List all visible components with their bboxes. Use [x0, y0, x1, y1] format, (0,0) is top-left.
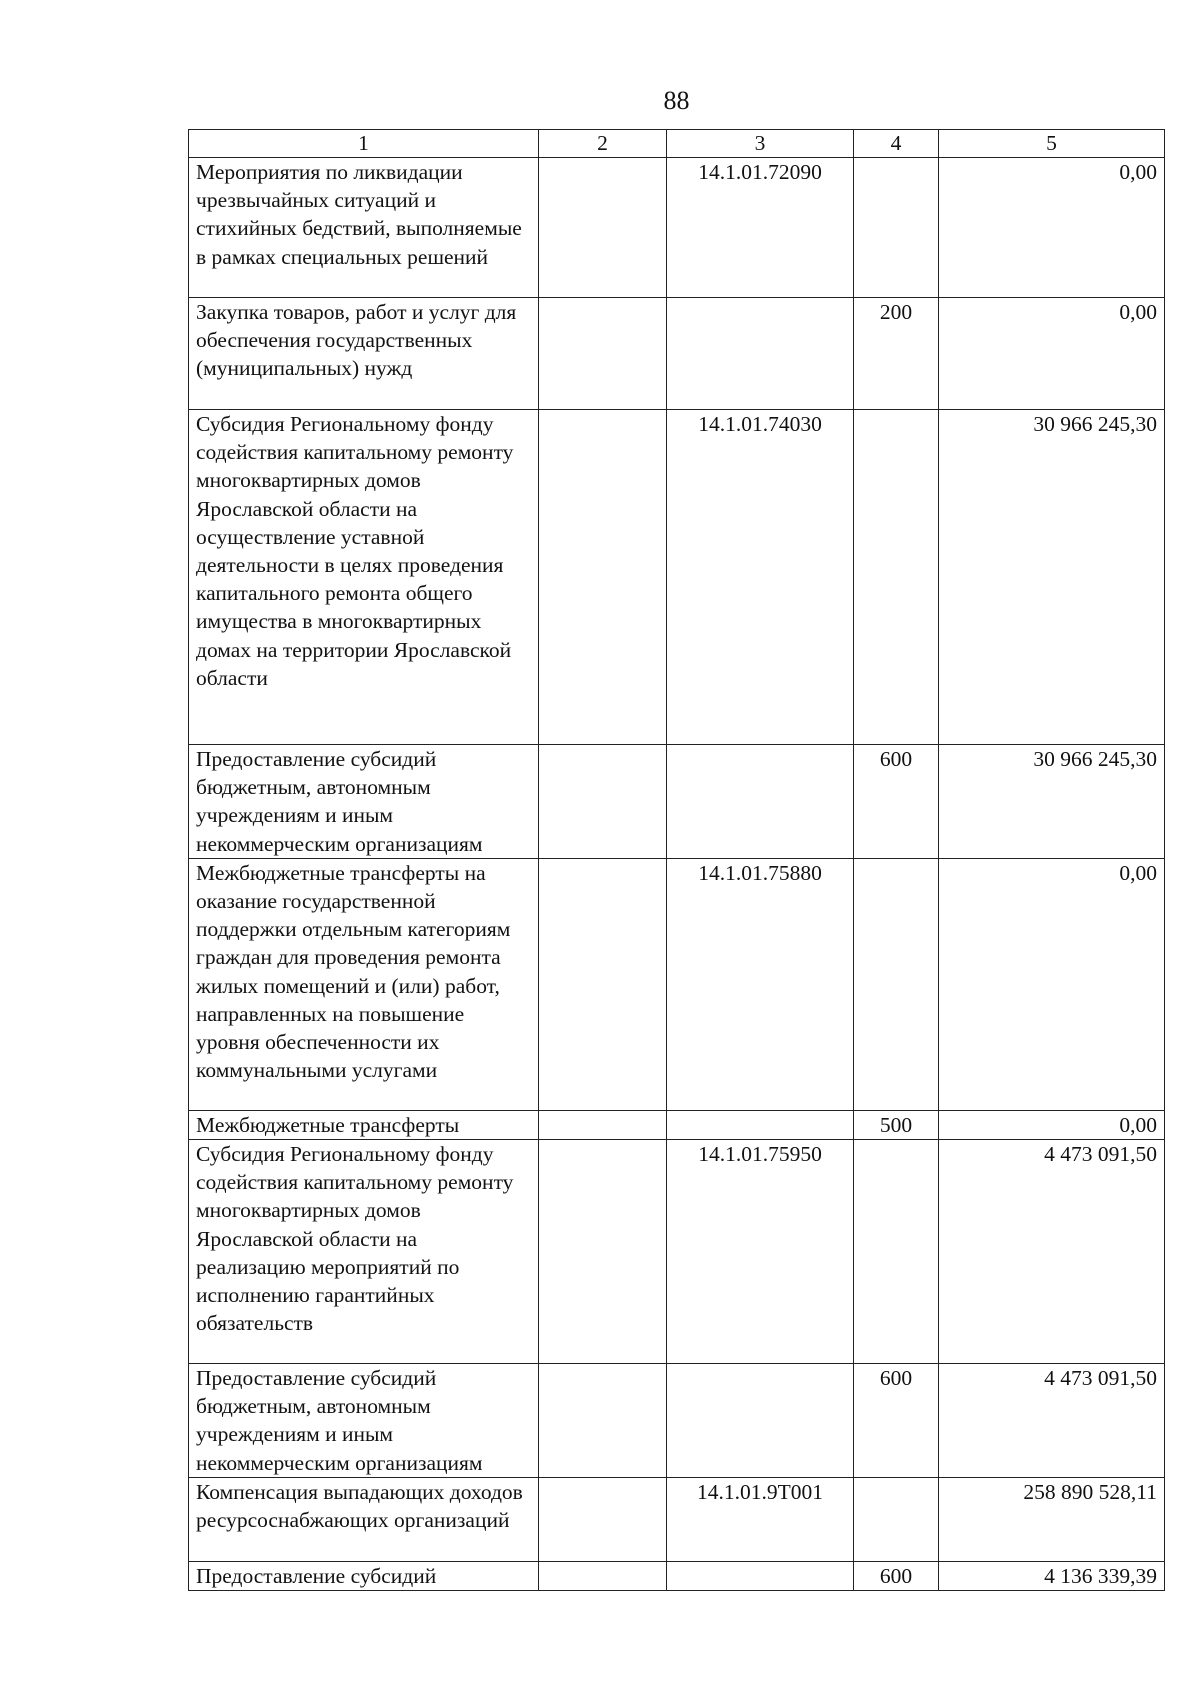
row-amount: 0,00 — [939, 1110, 1165, 1139]
row-amount: 4 473 091,50 — [939, 1364, 1165, 1478]
header-row — [189, 130, 1165, 158]
row-type: 600 — [854, 1364, 939, 1478]
row-code: 14.1.01.75880 — [667, 858, 854, 1110]
header-col-3: 3 — [667, 130, 854, 158]
table-row — [189, 298, 1165, 410]
row-name: Субсидия Региональному фонду содействия капитальному ремонту многоквартирных домов Ярославской области на реализацию мероприятий по исполнению гарантийных обязательств — [189, 1140, 539, 1364]
row-code: 14.1.01.9Т001 — [667, 1477, 854, 1561]
row-type — [854, 1477, 939, 1561]
table-row — [189, 1364, 1165, 1478]
row-name: Компенсация выпадающих доходов ресурсоснабжающих организаций — [189, 1477, 539, 1561]
row-code — [667, 1364, 854, 1478]
row-col2 — [539, 158, 667, 298]
row-col2 — [539, 1477, 667, 1561]
row-col2 — [539, 1561, 667, 1590]
row-amount: 0,00 — [939, 858, 1165, 1110]
row-name: Межбюджетные трансферты на оказание государственной поддержки отдельным категориям граждан для проведения ремонта жилых помещений и (или) работ, направленных на повышение уровня обеспеченности их коммунальными услугами — [189, 858, 539, 1110]
header-col-4: 4 — [854, 130, 939, 158]
row-code — [667, 298, 854, 410]
row-type — [854, 158, 939, 298]
row-code: 14.1.01.74030 — [667, 410, 854, 745]
header-col-5: 5 — [939, 130, 1165, 158]
table-row — [189, 1110, 1165, 1139]
row-code — [667, 745, 854, 859]
row-type: 600 — [854, 1561, 939, 1590]
row-amount: 0,00 — [939, 158, 1165, 298]
table-row — [189, 158, 1165, 298]
row-name: Межбюджетные трансферты — [189, 1110, 539, 1139]
page-number: 88 — [663, 86, 690, 115]
row-code: 14.1.01.72090 — [667, 158, 854, 298]
row-type: 500 — [854, 1110, 939, 1139]
header-col-1: 1 — [189, 130, 539, 158]
header-col-2: 2 — [539, 130, 667, 158]
row-name: Предоставление субсидий бюджетным, автономным учреждениям и иным некоммерческим организациям — [189, 745, 539, 859]
row-name: Субсидия Региональному фонду содействия капитальному ремонту многоквартирных домов Ярославской области на осуществление уставной деятельности в целях проведения капитального ремонта общего имущества в многоквартирных домах на территории Ярославской области — [189, 410, 539, 745]
row-amount: 30 966 245,30 — [939, 745, 1165, 859]
row-type — [854, 1140, 939, 1364]
row-amount: 0,00 — [939, 298, 1165, 410]
row-col2 — [539, 1110, 667, 1139]
table-row — [189, 745, 1165, 859]
row-col2 — [539, 1140, 667, 1364]
table-row — [189, 1561, 1165, 1590]
row-amount: 30 966 245,30 — [939, 410, 1165, 745]
row-amount: 258 890 528,11 — [939, 1477, 1165, 1561]
row-code: 14.1.01.75950 — [667, 1140, 854, 1364]
row-code — [667, 1110, 854, 1139]
row-col2 — [539, 858, 667, 1110]
row-type — [854, 410, 939, 745]
row-type — [854, 858, 939, 1110]
row-name: Предоставление субсидий — [189, 1561, 539, 1590]
row-amount: 4 473 091,50 — [939, 1140, 1165, 1364]
row-type: 200 — [854, 298, 939, 410]
row-code — [667, 1561, 854, 1590]
table-row — [189, 1477, 1165, 1561]
row-name: Закупка товаров, работ и услуг для обеспечения государственных (муниципальных) нужд — [189, 298, 539, 410]
row-type: 600 — [854, 745, 939, 859]
budget-table — [188, 129, 1165, 1591]
row-col2 — [539, 298, 667, 410]
table-row — [189, 410, 1165, 745]
row-col2 — [539, 1364, 667, 1478]
row-col2 — [539, 410, 667, 745]
row-name: Предоставление субсидий бюджетным, автономным учреждениям и иным некоммерческим организациям — [189, 1364, 539, 1478]
table-row — [189, 858, 1165, 1110]
row-name: Мероприятия по ликвидации чрезвычайных ситуаций и стихийных бедствий, выполняемые в рамках специальных решений — [189, 158, 539, 298]
row-amount: 4 136 339,39 — [939, 1561, 1165, 1590]
table-row — [189, 1140, 1165, 1364]
row-col2 — [539, 745, 667, 859]
